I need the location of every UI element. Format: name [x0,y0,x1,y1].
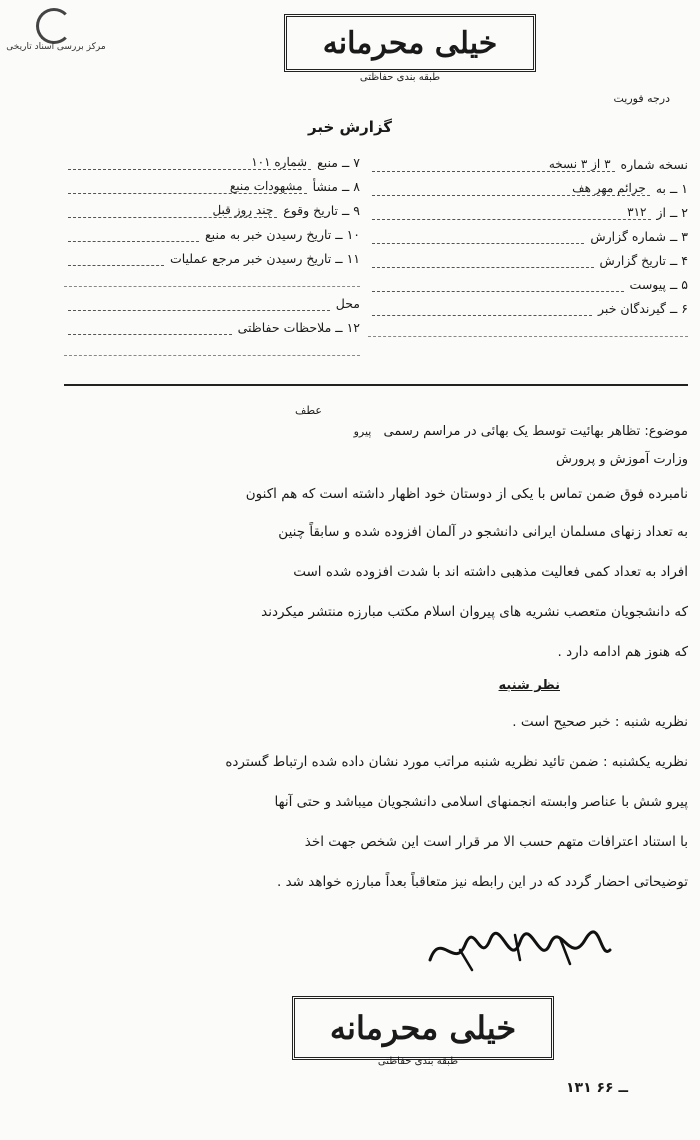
subject-text: موضوع: تظاهر بهائیت توسط یک بهائی در مراسم رسمی [383,424,688,439]
form-field: ۱۱ ــ تاریخ رسیدن خبر مرجع عملیات [64,242,360,266]
bottom-stamp-subtitle: طبقه بندی حفاظتی [377,1056,459,1067]
dotted-line [64,266,360,287]
urgency-label: درجه فوریت [613,92,670,105]
report-title: گزارش خبر [307,118,393,136]
subject-line [24,424,688,439]
explanation-line: نظریه شنبه : خبر صحیح است . [512,714,688,730]
form-left-column [64,146,360,356]
archive-logo-icon [36,8,72,44]
body-line: نامبرده فوق ضمن تماس با یکی از دوستان خود اظهار داشته است که هم اکنون [245,486,688,502]
top-classification-stamp [284,14,536,72]
body-line: که دانشجویان متعصب نشریه های پیروان اسلام مکتب مبارزه منتشر میکردند [261,604,688,620]
form-field: ۱ ــ به جرائم مهر هف [368,172,688,196]
analysis-line: با استناد اعترافات متهم حسب الا مر قرار است این شخص جهت اخذ [304,834,688,850]
dotted-line [368,316,688,337]
form-field: ۱۲ ــ ملاحظات حفاظتی [64,311,360,335]
bottom-stamp-text: خیلی محرمانه [329,1009,517,1047]
top-stamp-subtitle: طبقه بندی حفاظتی [359,72,441,83]
section-divider [64,384,688,386]
form-right-column [368,148,688,337]
form-field: ۵ ــ پیوست [368,268,688,292]
top-stamp-text: خیلی محرمانه [322,25,498,61]
form-field: نسخه شماره ۳ از ۳ نسخه [368,148,688,172]
reference-tag: عطف [295,404,322,417]
form-field: ۴ ــ تاریخ گزارش [368,244,688,268]
signature-label [460,980,462,981]
form-field: ۸ ــ منشأ مشهودات منبع [64,170,360,194]
body-line: به تعداد زنهای مسلمان ایرانی دانشجو در آلمان افزوده شده و سابقاً چنین [278,524,688,540]
document-number: ۱۳۱ ــ ۶۶ [566,1080,629,1096]
subject-tail: پیرو [353,425,372,438]
form-field: ۱۰ ــ تاریخ رسیدن خبر به منبع [64,218,360,242]
body-line: افراد به تعداد کمی فعالیت مذهبی داشته اند با شدت افزوده شده است [293,564,688,580]
form-field: ۲ ــ از ۳۱۲ [368,196,688,220]
subject-line-2: وزارت آموزش و پرورش [555,452,688,467]
form-field: ۶ ــ گیرندگان خبر [368,292,688,316]
form-field: ۹ ــ تاریخ وقوع چند روز قبل [64,194,360,218]
archive-watermark: مرکز بررسی اسناد تاریخی [6,42,106,52]
dotted-line [64,335,360,356]
form-field: ۷ ــ منبع شماره ۱۰۱ [64,146,360,170]
analysis-line: توضیحاتی احضار گردد که در این رابطه نیز متعاقباً بعداً مبارزه خواهد شد . [277,874,688,890]
form-field: ۳ ــ شماره گزارش [368,220,688,244]
analysis-line: نظریه یکشنبه : ضمن تائید نظریه شنبه مراتب مورد نشان داده شده ارتباط گسترده [225,754,688,770]
form-field: محل [64,287,360,311]
explanation-label: نظر شنبه [498,678,560,693]
body-line: که هنوز هم ادامه دارد . [557,644,688,660]
bottom-classification-stamp [292,996,554,1060]
analysis-line: پیرو شش با عناصر وابسته انجمنهای اسلامی دانشجویان میباشد و حتی آنها [274,794,688,810]
signature [420,920,620,980]
